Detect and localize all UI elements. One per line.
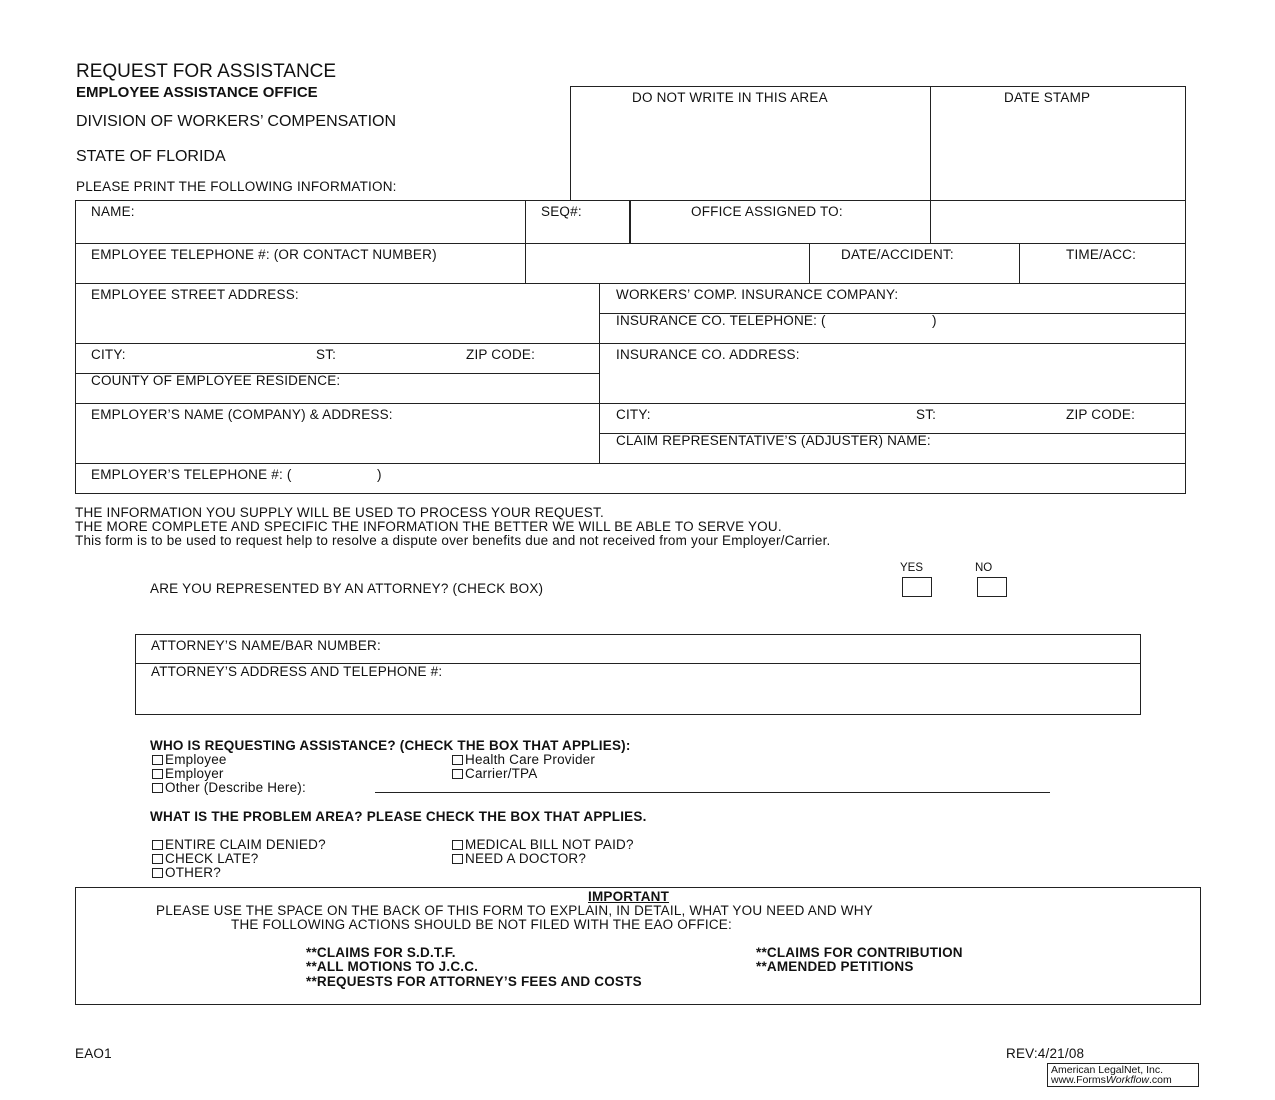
other-description-line[interactable] [375, 792, 1050, 793]
employer-telephone-close: ) [377, 467, 382, 482]
claim-representative-field[interactable]: CLAIM REPRESENTATIVE’S (ADJUSTER) NAME: [616, 433, 931, 448]
city-field[interactable]: CITY: [91, 347, 126, 362]
notice-line-1: THE INFORMATION YOU SUPPLY WILL BE USED TO PROCESS YOUR REQUEST. [75, 505, 604, 520]
checkbox-icon[interactable] [452, 769, 463, 779]
attorney-yes-checkbox[interactable] [902, 577, 932, 597]
checkbox-icon[interactable] [152, 755, 163, 765]
form-id: EAO1 [75, 1046, 112, 1061]
attorney-no-checkbox[interactable] [977, 577, 1007, 597]
option-label: Employee [165, 752, 227, 767]
insurance-city-field[interactable]: CITY: [616, 407, 651, 422]
do-not-write-label: DO NOT WRITE IN THIS AREA [632, 90, 828, 105]
state-name: STATE OF FLORIDA [76, 148, 226, 165]
name-field[interactable]: NAME: [91, 204, 135, 219]
notice-line-2: THE MORE COMPLETE AND SPECIFIC THE INFORMATION THE BETTER WE WILL BE ABLE TO SERVE YOU. [75, 519, 782, 534]
checkbox-icon[interactable] [452, 755, 463, 765]
problem-check-late-option[interactable] [152, 851, 258, 866]
problem-need-doctor-option[interactable] [452, 851, 586, 866]
checkbox-icon[interactable] [152, 854, 163, 864]
option-label: NEED A DOCTOR? [465, 851, 587, 866]
requester-employer-option[interactable] [152, 766, 224, 781]
attorney-question: ARE YOU REPRESENTED BY AN ATTORNEY? (CHECK BOX) [150, 581, 544, 596]
insurance-company-field[interactable]: WORKERS’ COMP. INSURANCE COMPANY: [616, 287, 899, 302]
state-field[interactable]: ST: [316, 347, 337, 362]
problem-other-option[interactable] [152, 865, 221, 880]
publisher-name: American LegalNet, Inc. [1051, 1064, 1164, 1076]
publisher-box [1047, 1063, 1199, 1087]
important-item-petitions: **AMENDED PETITIONS [756, 959, 914, 974]
checkbox-icon[interactable] [452, 840, 463, 850]
checkbox-icon[interactable] [452, 854, 463, 864]
county-field[interactable]: COUNTY OF EMPLOYEE RESIDENCE: [91, 373, 341, 388]
option-label: Other (Describe Here): [165, 780, 306, 795]
insurance-zip-field[interactable]: ZIP CODE: [1066, 407, 1136, 422]
option-label: OTHER? [165, 865, 221, 880]
checkbox-icon[interactable] [152, 783, 163, 793]
revision-date: REV:4/21/08 [1006, 1046, 1085, 1061]
office-assigned-field[interactable]: OFFICE ASSIGNED TO: [691, 204, 843, 219]
seq-field[interactable]: SEQ#: [541, 204, 582, 219]
publisher-www: www.Forms [1051, 1074, 1106, 1086]
date-accident-field[interactable]: DATE/ACCIDENT: [841, 247, 954, 262]
office-name: EMPLOYEE ASSISTANCE OFFICE [76, 84, 318, 101]
requester-employee-option[interactable] [152, 752, 227, 767]
problem-claim-denied-option[interactable] [152, 837, 326, 852]
publisher-website[interactable] [1051, 1074, 1172, 1086]
option-label: Carrier/TPA [465, 766, 538, 781]
date-stamp-label: DATE STAMP [1004, 90, 1091, 105]
time-accident-field[interactable]: TIME/ACC: [1066, 247, 1137, 262]
checkbox-icon[interactable] [152, 769, 163, 779]
option-label: Health Care Provider [465, 752, 596, 767]
division-name: DIVISION OF WORKERS’ COMPENSATION [76, 113, 397, 130]
important-item-contribution: **CLAIMS FOR CONTRIBUTION [756, 945, 963, 960]
yes-label: YES [900, 562, 924, 574]
problem-medical-bill-option[interactable] [452, 837, 634, 852]
requester-other-option[interactable] [152, 780, 306, 795]
checkbox-icon[interactable] [152, 840, 163, 850]
option-label: CHECK LATE? [165, 851, 259, 866]
important-item-motions: **ALL MOTIONS TO J.C.C. [306, 959, 479, 974]
notice-line-3: This form is to be used to request help to resolve a dispute over benefits due and not received from your Employer/Carrier. [75, 533, 831, 548]
publisher-com: .com [1149, 1074, 1172, 1086]
street-address-field[interactable]: EMPLOYEE STREET ADDRESS: [91, 287, 299, 302]
insurance-telephone-close: ) [932, 313, 937, 328]
requester-health-care-option[interactable] [452, 752, 595, 767]
zip-field[interactable]: ZIP CODE: [466, 347, 536, 362]
important-line-1: PLEASE USE THE SPACE ON THE BACK OF THIS FORM TO EXPLAIN, IN DETAIL, WHAT YOU NEED AND WHY [156, 903, 873, 918]
employer-telephone-field[interactable]: EMPLOYER’S TELEPHONE #: ( [91, 467, 292, 482]
checkbox-icon[interactable] [152, 868, 163, 878]
option-label: ENTIRE CLAIM DENIED? [165, 837, 326, 852]
important-line-2: THE FOLLOWING ACTIONS SHOULD BE NOT FILED WITH THE EAO OFFICE: [231, 917, 732, 932]
form-title: REQUEST FOR ASSISTANCE [76, 61, 337, 82]
option-label: Employer [165, 766, 224, 781]
insurance-state-field[interactable]: ST: [916, 407, 937, 422]
problem-heading: WHAT IS THE PROBLEM AREA? PLEASE CHECK THE BOX THAT APPLIES. [150, 809, 647, 824]
no-label: NO [975, 562, 993, 574]
employer-name-field[interactable]: EMPLOYER’S NAME (COMPANY) & ADDRESS: [91, 407, 393, 422]
requester-heading: WHO IS REQUESTING ASSISTANCE? (CHECK THE BOX THAT APPLIES): [150, 738, 631, 753]
important-heading: IMPORTANT [588, 889, 670, 904]
option-label: MEDICAL BILL NOT PAID? [465, 837, 634, 852]
attorney-name-field[interactable]: ATTORNEY’S NAME/BAR NUMBER: [151, 638, 381, 653]
important-item-fees: **REQUESTS FOR ATTORNEY’S FEES AND COSTS [306, 974, 642, 989]
insurance-telephone-field[interactable]: INSURANCE CO. TELEPHONE: ( [616, 313, 826, 328]
attorney-address-field[interactable]: ATTORNEY’S ADDRESS AND TELEPHONE #: [151, 664, 443, 679]
print-instruction: PLEASE PRINT THE FOLLOWING INFORMATION: [76, 179, 397, 194]
important-item-sdtf: **CLAIMS FOR S.D.T.F. [306, 945, 456, 960]
requester-carrier-option[interactable] [452, 766, 537, 781]
employee-telephone-field[interactable]: EMPLOYEE TELEPHONE #: (OR CONTACT NUMBER) [91, 247, 437, 262]
insurance-address-field[interactable]: INSURANCE CO. ADDRESS: [616, 347, 800, 362]
publisher-workflow: Workflow [1105, 1074, 1150, 1086]
